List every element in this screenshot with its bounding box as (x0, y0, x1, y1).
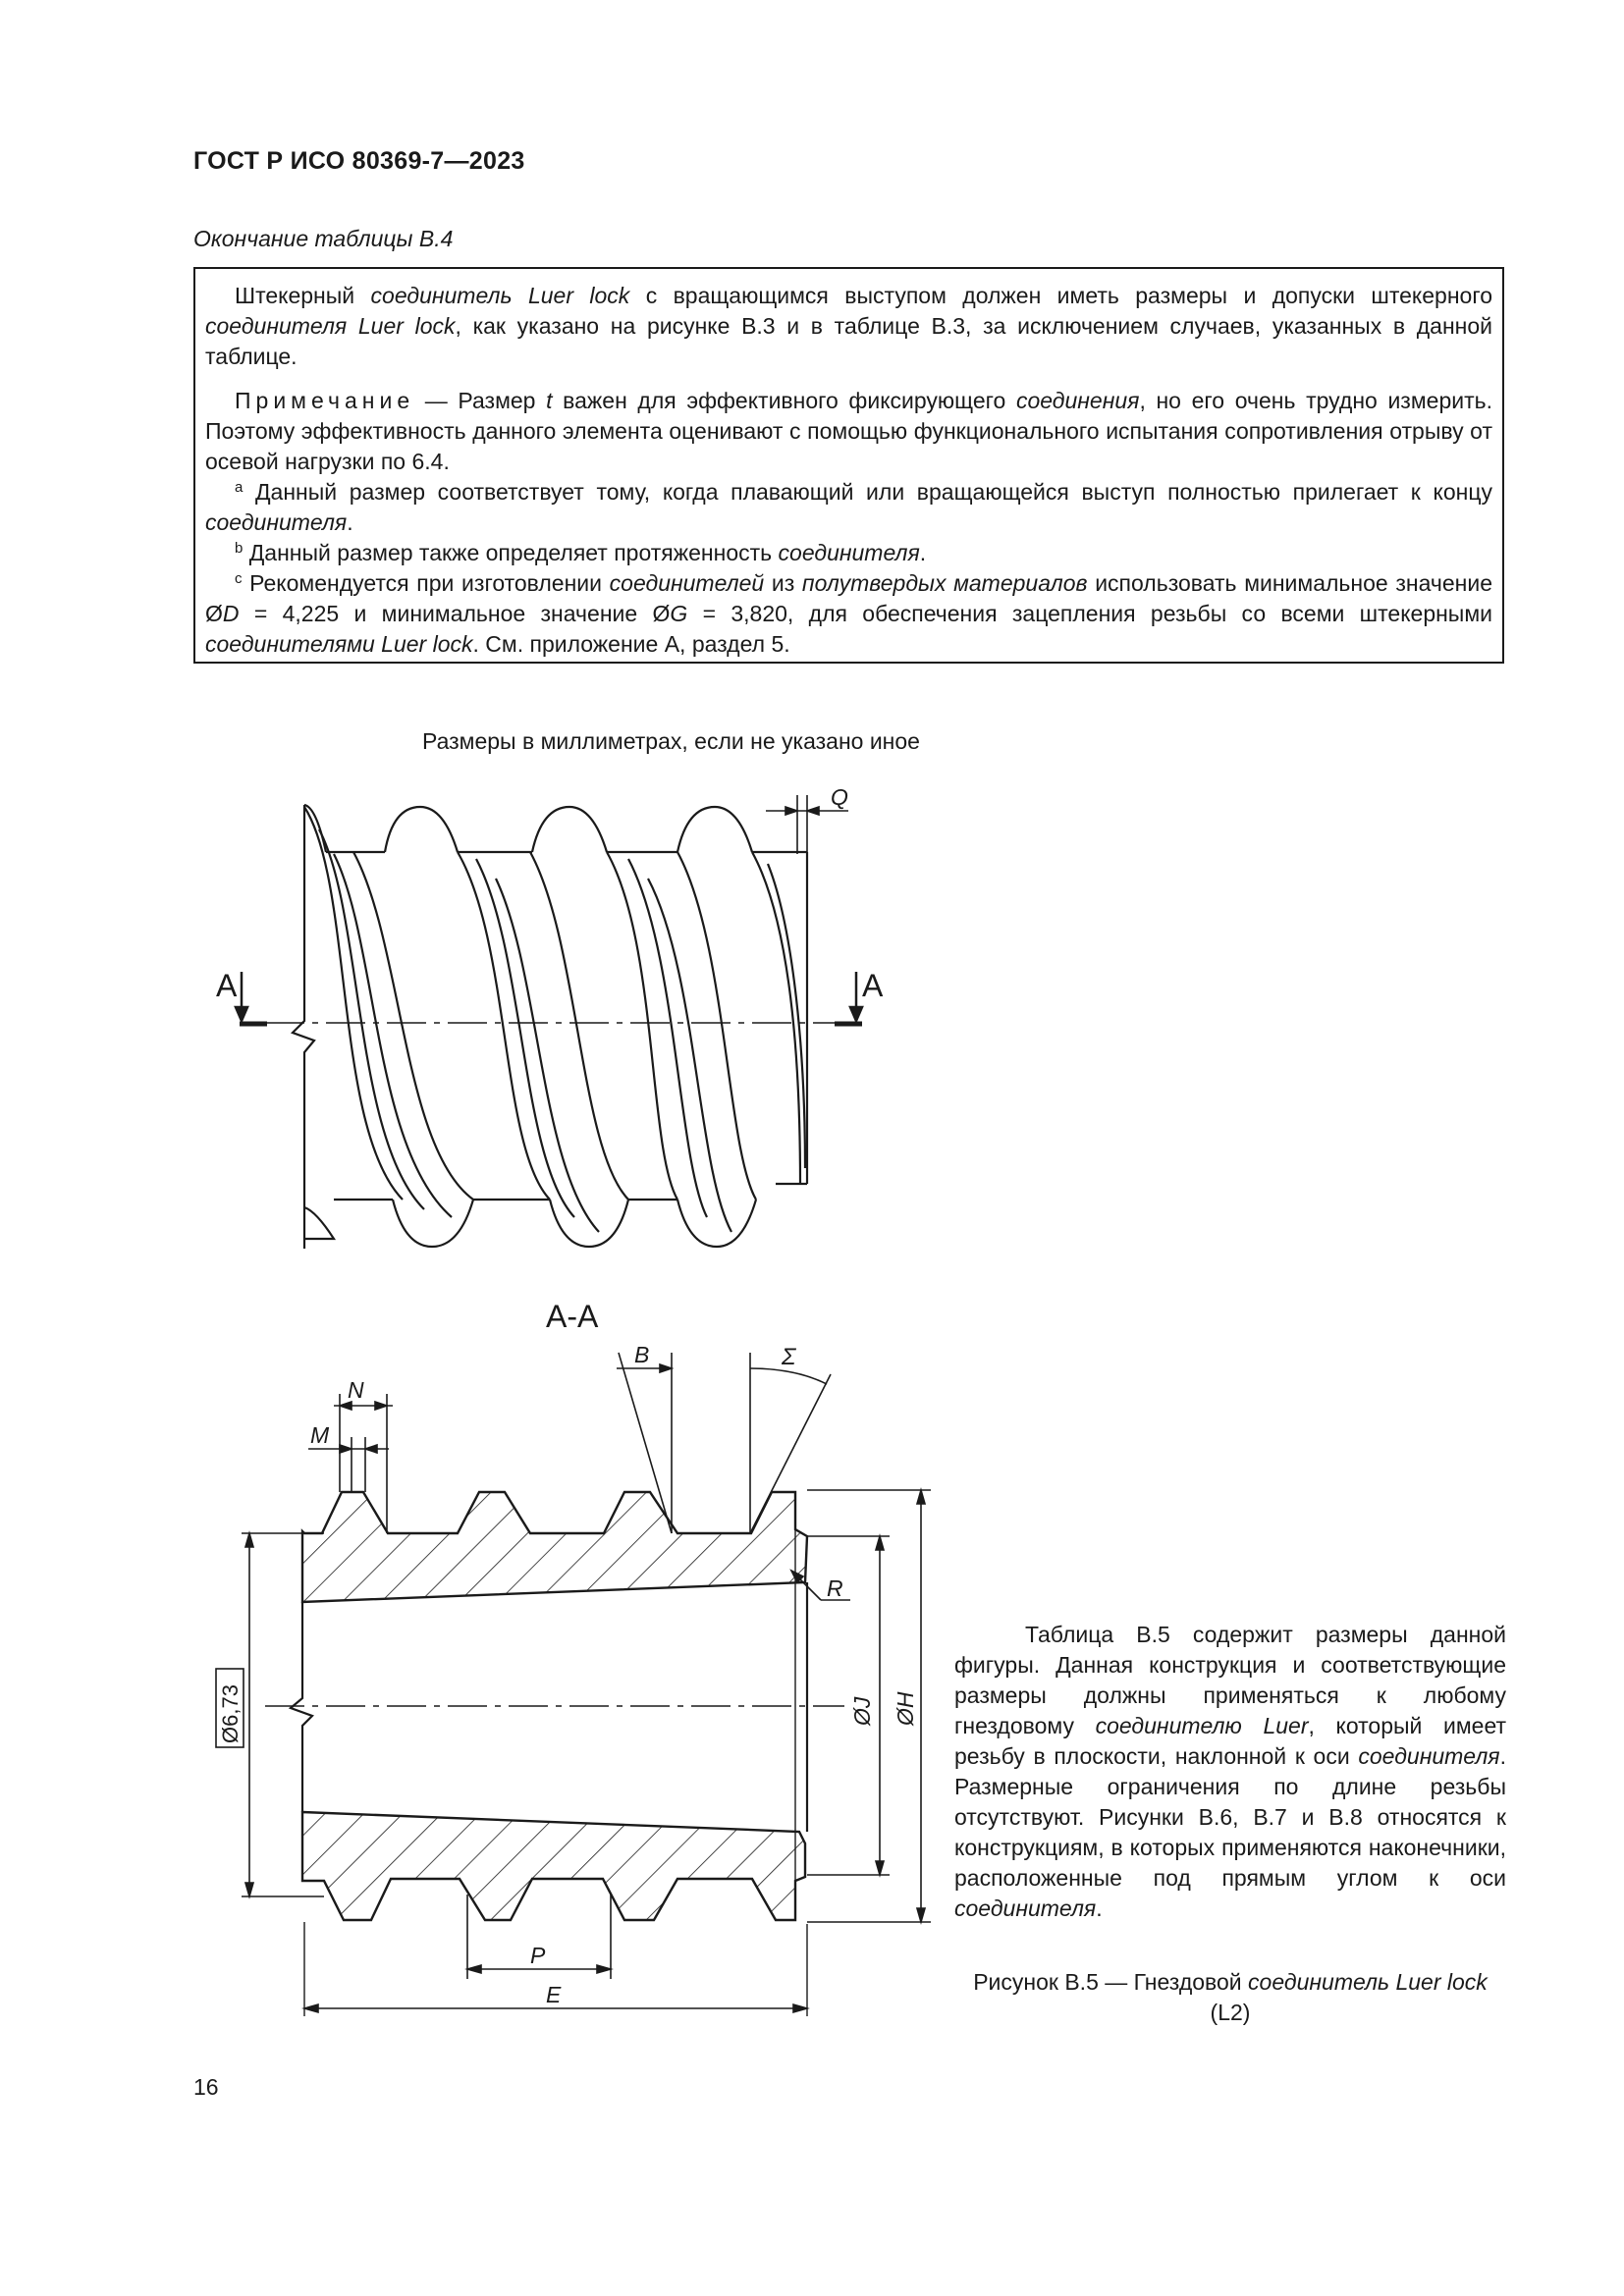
label-n: N (348, 1377, 364, 1403)
label-j: ØJ (849, 1696, 875, 1726)
label-d673: Ø6,73 (218, 1684, 243, 1743)
label-sigma: Σ (782, 1344, 796, 1370)
label-section-a-left: A (216, 968, 238, 1003)
section-title: A-A (546, 1299, 599, 1334)
label-m: M (310, 1422, 330, 1448)
label-q: Q (831, 784, 848, 810)
section-marker-right (835, 972, 862, 1024)
label-b: B (634, 1342, 650, 1367)
dimensions-note: Размеры в миллиметрах, если не указано иное (422, 728, 920, 754)
label-h: ØH (893, 1691, 918, 1726)
label-e: E (546, 1982, 562, 2007)
footnote-c: $^c$ Рекомендуется при изготовлении соединителей из полутвердых материалов использовать минимальное значение ØD = 4,225 и минимальное значение ØG = 3,820, для обеспечения зацепления резьбы со всеми штекерными соединителями Luer lock. См. приложение А, раздел 5. (205, 570, 1493, 657)
section-wall-lower (302, 1812, 805, 1920)
table-note: Примечание — Размер t важен для эффективного фиксирующего соединения, но его очень трудно измерить. Поэтому эффективность данного элемента оценивают с помощью функционального испытания сопротивления отрыву от осевой нагрузки по 6.4. (205, 388, 1492, 474)
table-main-text: Штекерный соединитель Luer lock с вращающимся выступом должен иметь размеры и допуски штекерного соединителя Luer lock, как указано на рисунке В.3 и в таблице В.3, за исключением случаев, указанных в данной таблице. (205, 283, 1493, 369)
section-marker-left (236, 972, 267, 1024)
label-p: P (530, 1943, 546, 1968)
page-number: 16 (193, 2074, 219, 2100)
footnote-b: $^b$ Данный размер также определяет протяженность соединителя. (235, 540, 927, 565)
section-wall-upper (302, 1492, 807, 1602)
table-continuation-caption: Окончание таблицы В.4 (193, 226, 454, 251)
side-view-drawing (293, 805, 807, 1249)
figure-description: Таблица В.5 содержит размеры данной фигуры. Данная конструкция и соответствующие размеры должны применяться к любому гнездовому соединителю Luer, который имеет резьбу в плоскости, наклонной к оси соединителя. Размерные ограничения по длине резьбы отсутствуют. Рисунки В.6, В.7 и В.8 относятся к конструкциям, в которых применяются наконечники, расположенные под прямым углом к оси соединителя. (954, 1622, 1507, 1921)
label-section-a-right: A (862, 968, 884, 1003)
figure-caption: Рисунок В.5 — Гнездовой соединитель Luer lock (L2) (973, 1969, 1488, 2025)
document-header: ГОСТ Р ИСО 80369-7—2023 (193, 147, 525, 175)
label-r: R (827, 1575, 843, 1601)
footnote-a: $^a$ Данный размер соответствует тому, когда плавающий или вращающейся выступ полностью прилегает к концу соединителя. (205, 479, 1492, 535)
